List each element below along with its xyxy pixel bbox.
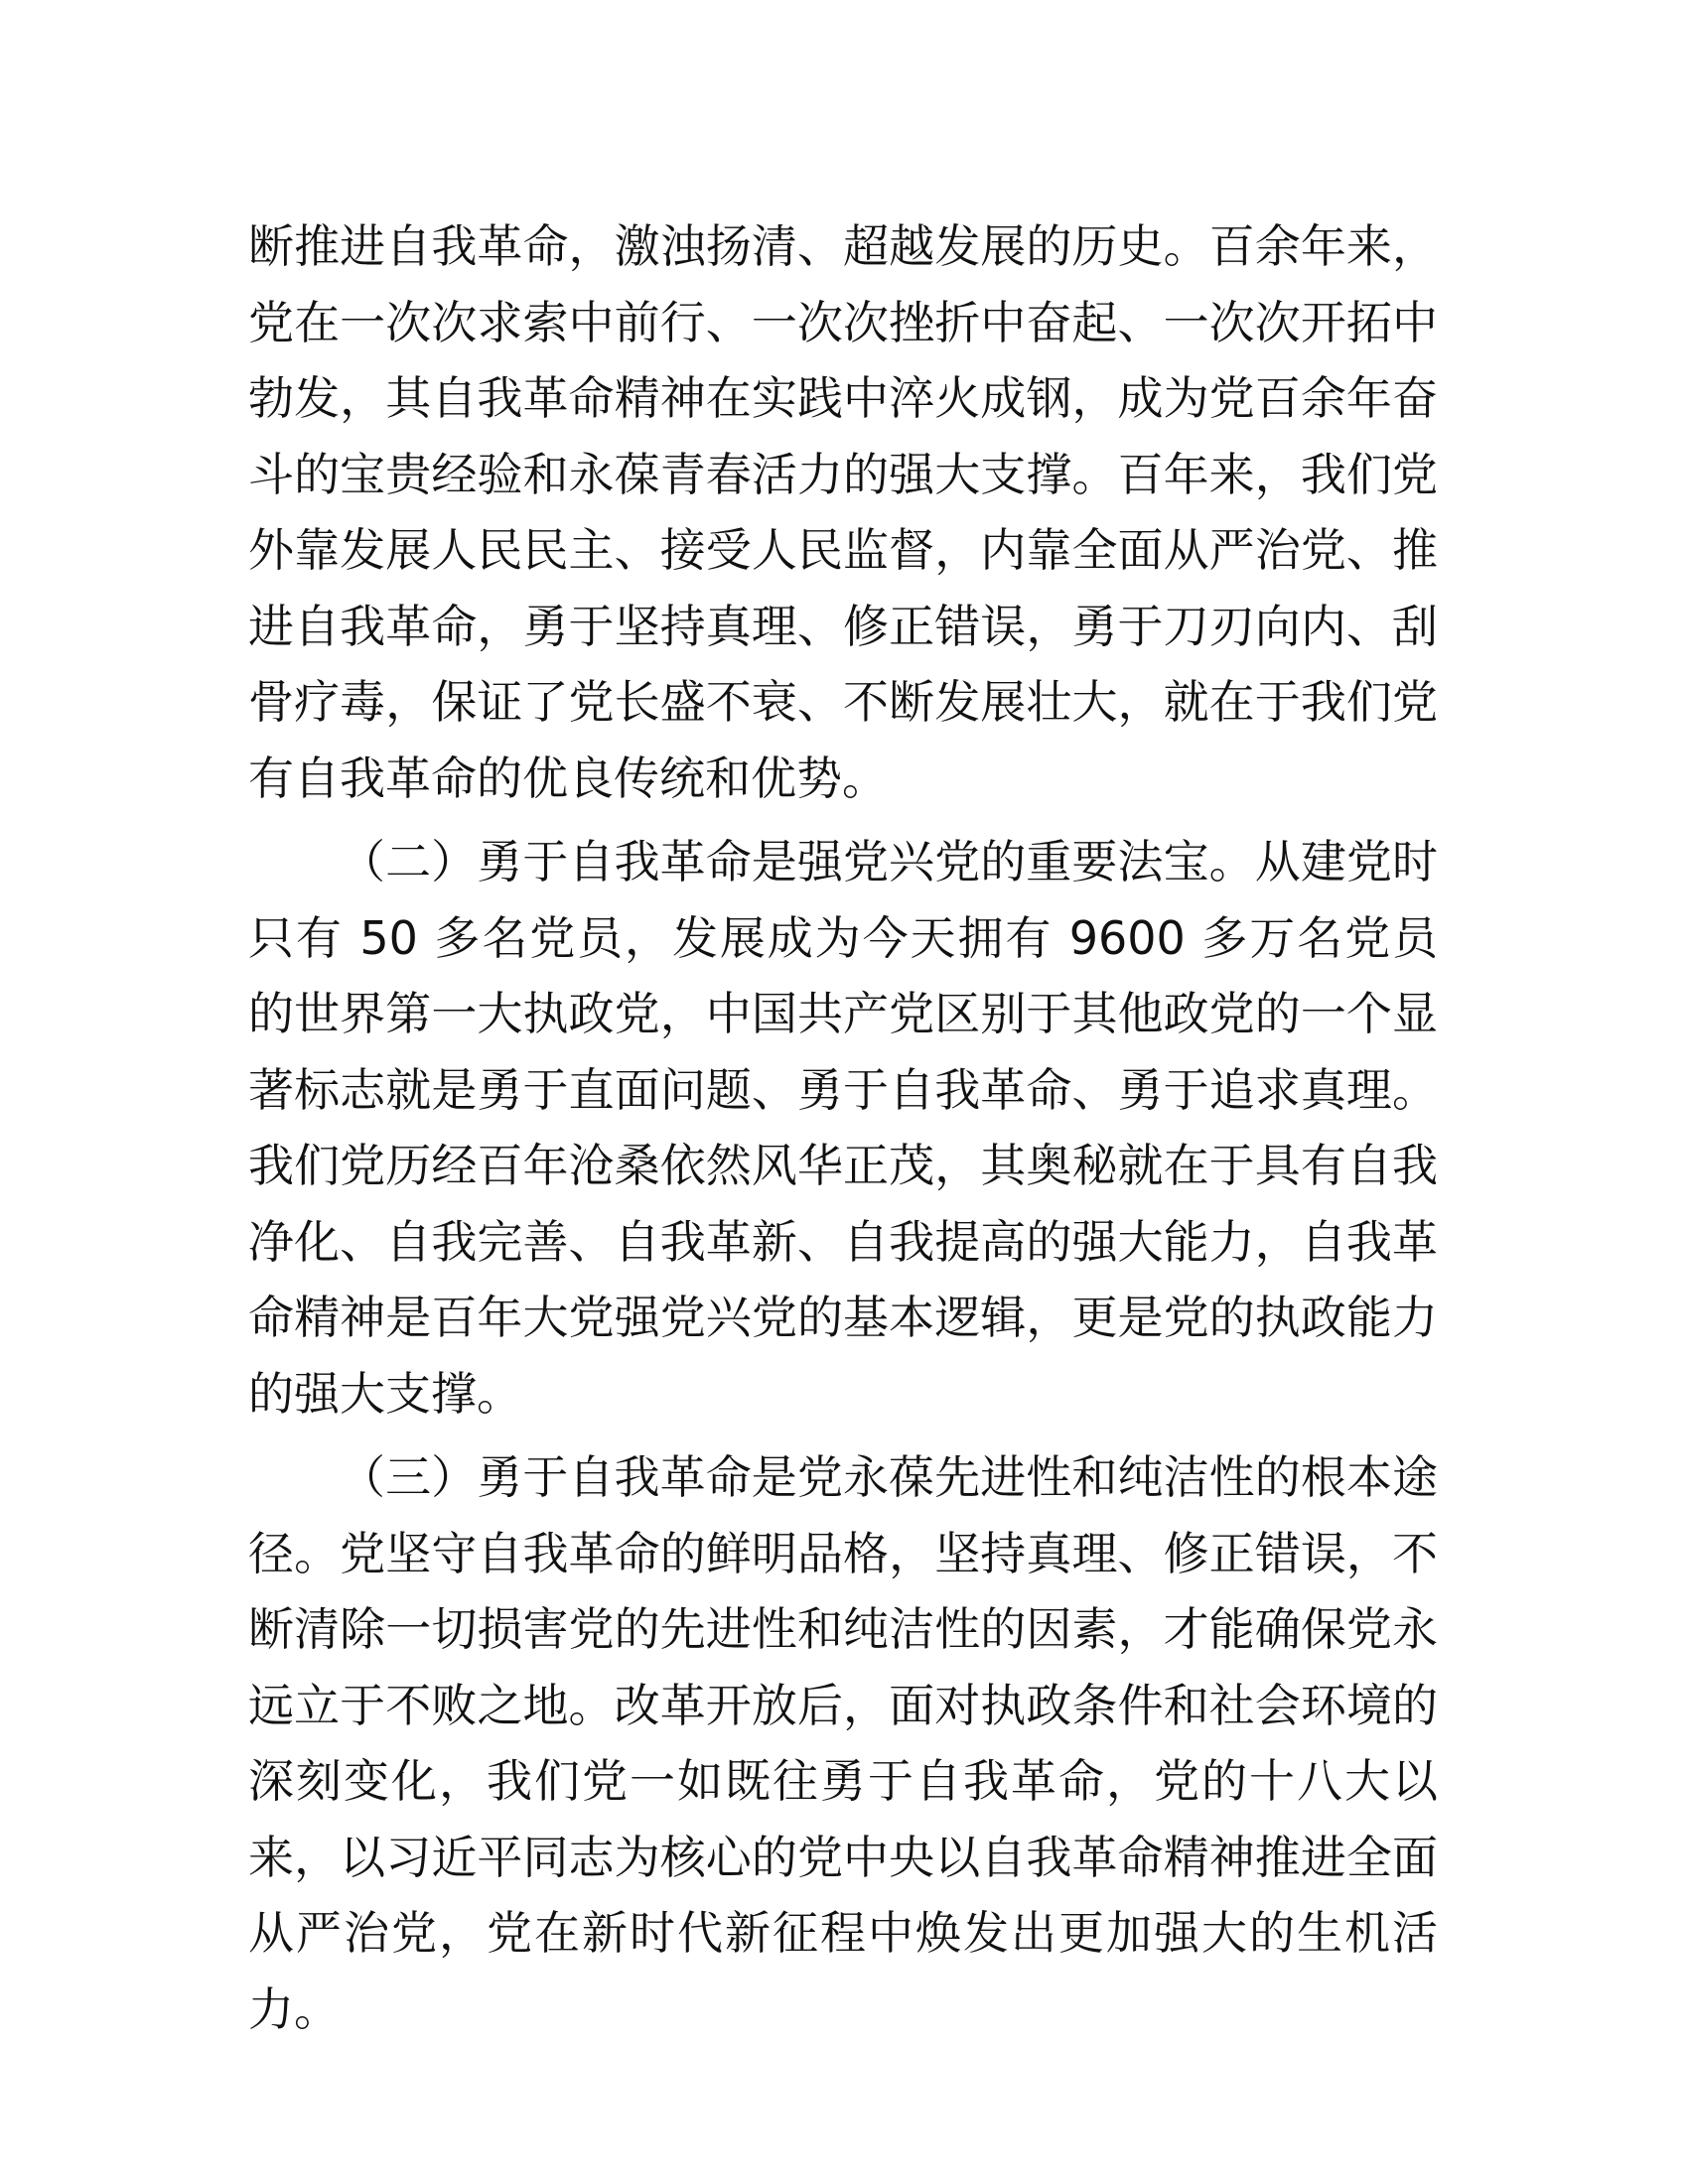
paragraph-section-three: （三）勇于自我革命是党永葆先进性和纯洁性的根本途径。党坚守自我革命的鲜明品格，坚持真理、修正错误，不断清除一切损害党的先进性和纯洁性的因素，才能确保党永远立于不败之地。改革开放后，面对执政条件和社会环境的深刻变化，我们党一如既往勇于自我革命，党的十八大以来，以习近平同志为核心的党中央以自我革命精神推进全面从严治党，党在新时代新征程中焕发出更加强大的生机活力。 [248,1450,1438,2036]
paragraph-continuation: 断推进自我革命，激浊扬清、超越发展的历史。百余年来，党在一次次求索中前行、一次次挫折中奋起、一次次开拓中勃发，其自我革命精神在实践中淬火成钢，成为党百余年奋斗的宝贵经验和永葆青春活力的强大支撑。百年来，我们党外靠发展人民民主、接受人民监督，内靠全面从严治党、推进自我革命，勇于坚持真理、修正错误，勇于刀刃向内、刮骨疗毒，保证了党长盛不衰、不断发展壮大，就在于我们党有自我革命的优良传统和优势。 [248,219,1438,805]
paragraph-section-two: （二）勇于自我革命是强党兴党的重要法宝。从建党时只有 50 多名党员，发展成为今天拥有 9600 多万名党员的世界第一大执政党，中国共产党区别于其他政党的一个显著标志就是勇于直面问题、勇于自我革命、勇于追求真理。我们党历经百年沧桑依然风华正茂，其奥秘就在于具有自我净化、自我完善、自我革新、自我提高的强大能力，自我革命精神是百年大党强党兴党的基本逻辑，更是党的执政能力的强大支撑。 [248,835,1438,1421]
document-page [248,208,1438,2055]
